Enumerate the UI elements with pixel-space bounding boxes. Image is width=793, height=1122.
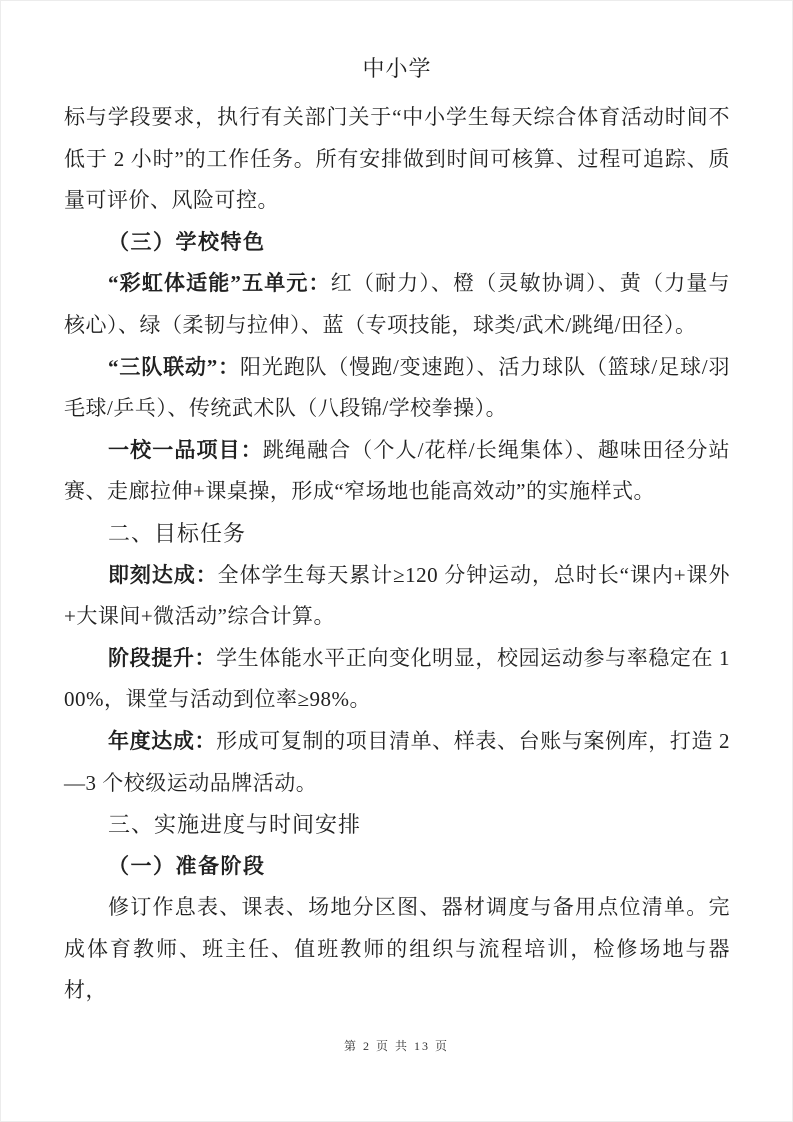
three-teams-text: 阳光跑队（慢跑/变速跑）、活力球队（篮球/足球/羽毛球/乒乓）、传统武术队（八段锦/学校拳操）。 — [64, 354, 730, 421]
heading-implementation-schedule: 三、实施进度与时间安排 — [108, 812, 362, 838]
annual-goal-label: 年度达成： — [108, 728, 217, 753]
one-school-one-brand-label: 一校一品项目： — [108, 437, 263, 462]
document-title: 中小学 — [362, 56, 432, 81]
phase-goal-label: 阶段提升： — [108, 645, 217, 670]
heading-goals-tasks: 二、目标任务 — [108, 520, 247, 546]
paragraph-three-teams — [64, 347, 730, 430]
paragraph-annual-goal — [64, 721, 730, 804]
one-school-one-brand-text: 跳绳融合（个人/花样/长绳集体）、趣味田径分站赛、走廊拉伸+课桌操，形成“窄场地也能高效动”的实施样式。 — [64, 437, 731, 504]
paragraph-one-school-one-brand — [64, 430, 730, 513]
rainbow-fitness-text: 红（耐力）、橙（灵敏协调）、黄（力量与核心）、绿（柔韧与拉伸）、蓝（专项技能，球类/武术/跳绳/田径）。 — [64, 271, 731, 337]
paragraph-immediate-goal — [64, 555, 730, 638]
phase-goal-text: 学生体能水平正向变化明显，校园运动参与率稳定在 100%，课堂与活动到位率≥98%。 — [64, 645, 731, 712]
immediate-goal-text: 全体学生每天累计≥120 分钟运动，总时长“课内+课外+大课间+微活动”综合计算。 — [64, 562, 730, 629]
rainbow-fitness-label: “彩虹体适能”五单元： — [108, 271, 331, 296]
heading-preparation-phase: （一）准备阶段 — [108, 853, 266, 878]
paragraph-preparation: 修订作息表、课表、场地分区图、器材调度与备用点位清单。完成体育教师、班主任、值班教师的组织与流程培训，检修场地与器材， — [64, 895, 730, 1003]
paragraph-phase-goal — [64, 638, 730, 721]
page-footer: 第 2 页 共 13 页 — [343, 1039, 449, 1053]
annual-goal-text: 形成可复制的项目清单、样表、台账与案例库，打造 2—3 个校级运动品牌活动。 — [64, 728, 731, 795]
immediate-goal-label: 即刻达成： — [108, 562, 218, 587]
paragraph-policy-continuation: 标与学段要求，执行有关部门关于“中小学生每天综合体育活动时间不低于 2 小时”的工作任务。所有安排做到时间可核算、过程可追踪、质量可评价、风险可控。 — [64, 105, 730, 213]
heading-school-features: （三）学校特色 — [108, 229, 266, 254]
three-teams-label: “三队联动”： — [108, 354, 240, 379]
paragraph-rainbow-fitness — [64, 263, 730, 346]
